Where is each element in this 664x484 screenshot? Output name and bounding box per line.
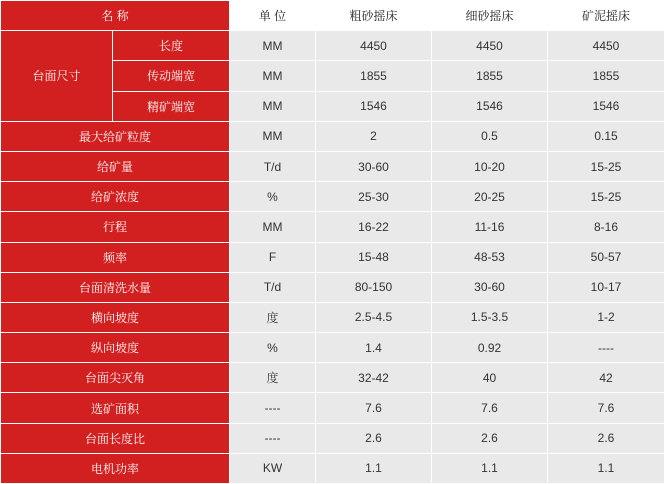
row-value-1: 2.6 — [316, 423, 432, 453]
table-row — [1, 333, 664, 363]
row-name: 台面长度比 — [1, 423, 230, 453]
row-name: 给矿量 — [1, 151, 230, 181]
row-unit: MM — [230, 61, 316, 91]
table-row — [1, 363, 664, 393]
row-group-label-table-size: 台面尺寸 — [1, 31, 113, 122]
header-column-2: 细砂摇床 — [432, 1, 548, 31]
row-value-2: 48-53 — [432, 242, 548, 272]
row-subname: 精矿端宽 — [113, 91, 230, 121]
row-value-2: 1855 — [432, 61, 548, 91]
row-value-3: 1-2 — [548, 302, 664, 332]
table-row — [1, 31, 664, 61]
row-unit: MM — [230, 91, 316, 121]
row-value-2: 7.6 — [432, 393, 548, 423]
row-value-3: 50-57 — [548, 242, 664, 272]
row-unit: 度 — [230, 363, 316, 393]
row-value-1: 2.5-4.5 — [316, 302, 432, 332]
header-column-3: 矿泥摇床 — [548, 1, 664, 31]
row-value-3: 0.15 — [548, 121, 664, 151]
row-name: 电机功率 — [1, 453, 230, 483]
row-name: 纵向坡度 — [1, 333, 230, 363]
row-unit: % — [230, 333, 316, 363]
table-row — [1, 212, 664, 242]
row-value-2: 1546 — [432, 91, 548, 121]
table-row — [1, 453, 664, 483]
header-unit: 单 位 — [230, 1, 316, 31]
row-value-1: 1546 — [316, 91, 432, 121]
row-subname: 传动端宽 — [113, 61, 230, 91]
row-unit: T/d — [230, 272, 316, 302]
row-unit: 度 — [230, 302, 316, 332]
row-value-2: 10-20 — [432, 151, 548, 181]
row-value-2: 40 — [432, 363, 548, 393]
row-unit: ---- — [230, 423, 316, 453]
row-name: 给矿浓度 — [1, 182, 230, 212]
row-name: 行程 — [1, 212, 230, 242]
row-value-2: 2.6 — [432, 423, 548, 453]
row-value-3: 4450 — [548, 31, 664, 61]
table-header-row — [1, 1, 664, 31]
row-value-2: 11-16 — [432, 212, 548, 242]
row-name: 横向坡度 — [1, 302, 230, 332]
row-unit: KW — [230, 453, 316, 483]
row-value-1: 2 — [316, 121, 432, 151]
row-value-2: 20-25 — [432, 182, 548, 212]
row-name: 频率 — [1, 242, 230, 272]
row-unit: T/d — [230, 151, 316, 181]
header-name: 名 称 — [1, 1, 230, 31]
row-value-3: 7.6 — [548, 393, 664, 423]
header-column-1: 粗砂摇床 — [316, 1, 432, 31]
table-row — [1, 242, 664, 272]
row-value-1: 7.6 — [316, 393, 432, 423]
table-row — [1, 272, 664, 302]
row-unit: % — [230, 182, 316, 212]
table-row — [1, 302, 664, 332]
row-value-3: 1.1 — [548, 453, 664, 483]
row-value-3: 42 — [548, 363, 664, 393]
row-value-3: ---- — [548, 333, 664, 363]
table-row — [1, 182, 664, 212]
row-name: 台面清洗水量 — [1, 272, 230, 302]
row-value-3: 15-25 — [548, 151, 664, 181]
row-value-3: 15-25 — [548, 182, 664, 212]
row-value-3: 1546 — [548, 91, 664, 121]
row-value-1: 30-60 — [316, 151, 432, 181]
row-name: 台面尖灭角 — [1, 363, 230, 393]
row-name: 最大给矿粒度 — [1, 121, 230, 151]
row-value-1: 80-150 — [316, 272, 432, 302]
row-unit: ---- — [230, 393, 316, 423]
row-value-1: 15-48 — [316, 242, 432, 272]
row-value-3: 2.6 — [548, 423, 664, 453]
row-unit: MM — [230, 212, 316, 242]
row-value-3: 1855 — [548, 61, 664, 91]
table-row — [1, 151, 664, 181]
row-value-1: 32-42 — [316, 363, 432, 393]
table-row — [1, 393, 664, 423]
row-value-3: 8-16 — [548, 212, 664, 242]
row-value-1: 25-30 — [316, 182, 432, 212]
table-row — [1, 423, 664, 453]
row-value-1: 16-22 — [316, 212, 432, 242]
row-value-1: 1.4 — [316, 333, 432, 363]
row-unit: MM — [230, 121, 316, 151]
row-subname: 长度 — [113, 31, 230, 61]
row-unit: MM — [230, 31, 316, 61]
row-unit: F — [230, 242, 316, 272]
row-value-1: 4450 — [316, 31, 432, 61]
row-value-2: 4450 — [432, 31, 548, 61]
row-value-2: 30-60 — [432, 272, 548, 302]
row-value-1: 1.1 — [316, 453, 432, 483]
row-name: 选矿面积 — [1, 393, 230, 423]
row-value-1: 1855 — [316, 61, 432, 91]
table-row — [1, 121, 664, 151]
row-value-2: 1.1 — [432, 453, 548, 483]
row-value-2: 1.5-3.5 — [432, 302, 548, 332]
row-value-2: 0.92 — [432, 333, 548, 363]
row-value-2: 0.5 — [432, 121, 548, 151]
row-value-3: 10-17 — [548, 272, 664, 302]
